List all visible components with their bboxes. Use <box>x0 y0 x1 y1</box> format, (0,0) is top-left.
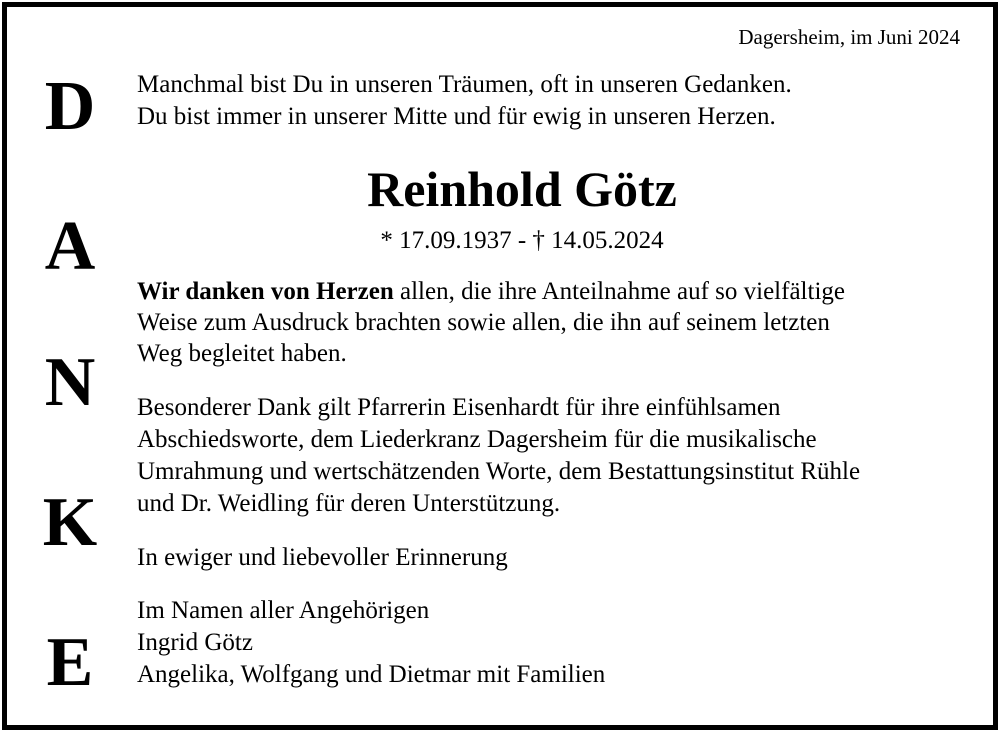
special-thanks-line: Besonderer Dank gilt Pfarrerin Eisenhardt für ihre einfühlsamen <box>137 394 781 421</box>
intro-line: Manchmal bist Du in unseren Träumen, oft in unseren Gedanken. <box>137 71 792 98</box>
special-thanks-line: Umrahmung und wertschätzenden Worte, dem Bestattungsinstitut Rühle <box>137 458 861 485</box>
life-dates: * 17.09.1937 - † 14.05.2024 <box>380 227 664 254</box>
deceased-name: Reinhold Götz <box>367 161 677 217</box>
signature-line: Im Namen aller Angehörigen <box>137 597 430 624</box>
signature-line: Angelika, Wolfgang und Dietmar mit Familien <box>137 661 606 688</box>
side-letter-d: D <box>44 68 96 145</box>
special-thanks-line: und Dr. Weidling für deren Unterstützung. <box>137 490 561 517</box>
side-letter-e: E <box>46 624 94 701</box>
signature-line: Ingrid Götz <box>137 629 253 656</box>
side-letter-k: K <box>42 484 98 561</box>
thanks-rest: allen, die ihre Anteilnahme auf so vielfältige <box>393 278 845 305</box>
special-thanks-line: Abschiedsworte, dem Liederkranz Dagersheim für die musikalische <box>137 426 817 453</box>
thanks-bold: Wir danken von Herzen <box>137 278 394 305</box>
side-letter-a: A <box>44 208 96 285</box>
intro-line: Du bist immer in unserer Mitte und für ewig in unseren Herzen. <box>137 103 776 130</box>
memory-line: In ewiger und liebevoller Erinnerung <box>137 544 508 571</box>
thanks-line: Weise zum Ausdruck brachten sowie allen, die ihn auf seinem letzten <box>137 309 830 336</box>
side-letter-n: N <box>44 344 96 421</box>
place-date: Dagersheim, im Juni 2024 <box>738 25 960 49</box>
thanks-line <box>137 277 845 307</box>
thanks-line: Weg begleitet haben. <box>137 340 347 367</box>
